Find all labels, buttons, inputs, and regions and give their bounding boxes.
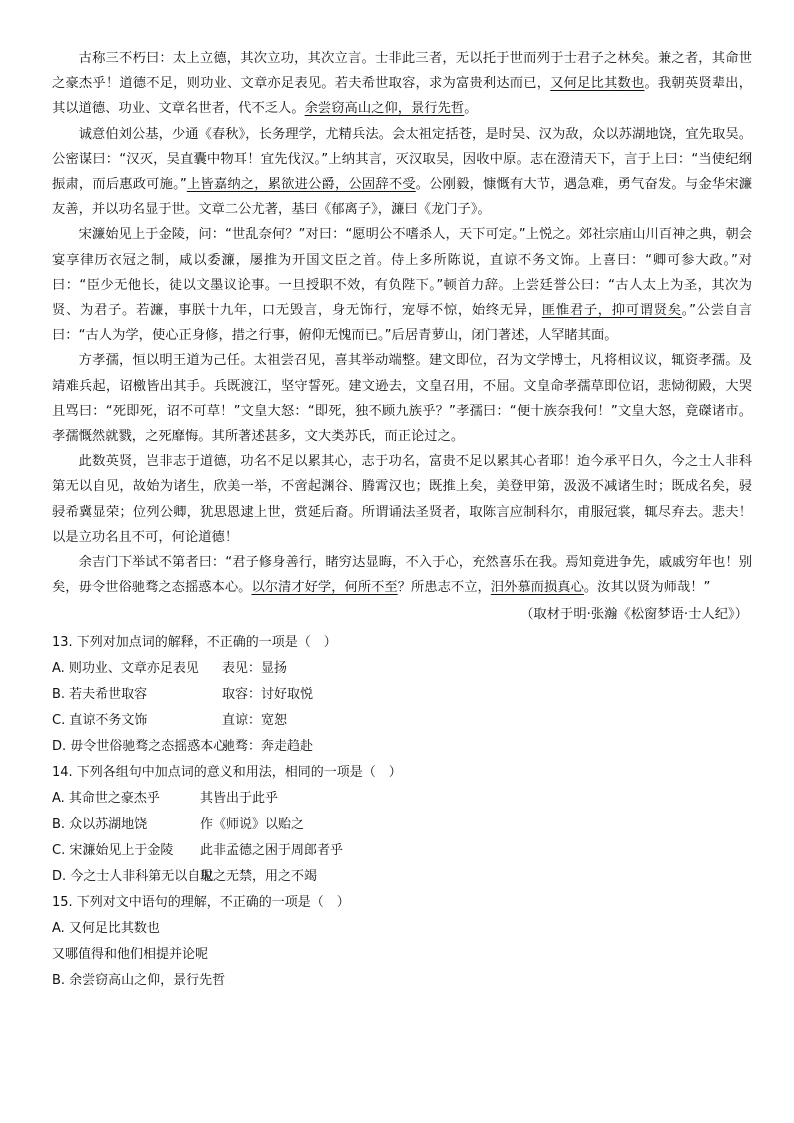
exam-page bbox=[52, 46, 752, 994]
passage-source: （取材于明·张瀚《松窗梦语·士人纪》） bbox=[520, 607, 748, 623]
answer-option bbox=[52, 786, 752, 812]
underlined-sentence: 上皆嘉纳之，累欲进公爵，公固辞不受 bbox=[186, 177, 416, 193]
passage-paragraph bbox=[52, 550, 752, 600]
answer-option-line: B. 余尝窃高山之仰，景行先哲 bbox=[52, 972, 226, 988]
option-gloss: 驰骛：奔走趋赴 bbox=[222, 738, 314, 754]
option-sentence: A. 则功业、文章亦足表见 bbox=[52, 660, 199, 676]
passage-text: 古称三不朽曰：太上立德，其次立功，其次立言。士非此三者，无以托于世而列于士君子之林矣。兼之者，其命世之豪杰乎！道德不足，则功业、文章亦足表见。若夫希世取容，求为富贵利达而已， bbox=[52, 51, 752, 92]
passage-text: 余吉门下举试不第者曰：“君子修身善行，睹穷达显晦，不入于心，充然喜乐在我。焉知竟进争先，戚戚穷年也！别矣，毋令世俗驰骛之态摇惑本心。 bbox=[52, 555, 752, 596]
option-sentence: D. 毋令世俗驰骛之态摇惑本心 bbox=[52, 738, 227, 754]
answer-option bbox=[52, 682, 752, 708]
underlined-sentence: 汨外慕而损真心 bbox=[490, 580, 584, 596]
option-gloss: 取之无禁，用之不竭 bbox=[200, 868, 318, 884]
passage-text: 方孝孺，恒以明王道为己任。太祖尝召见，喜其举动端整。建文即位，召为文学博士，凡将相议议，辄资孝孺。及靖难兵起，诏檄皆出其手。兵既渡江，坚守誓死。建文逊去，文皇召用，不屈。文皇命孝孺草即位诏，悲恸彻殿，大哭且骂曰：“死即死，诏不可草！”文皇大怒：“即死，独不顾九族乎？”孝孺曰：“便十族奈我何！”文皇大怒，竟磔诸市。孝孺慨然就戮，之死靡悔。其所著述甚多，文大类苏氏，而正论过之。 bbox=[52, 353, 752, 445]
answer-option bbox=[52, 656, 752, 682]
passage-text: 宋濂始见上于金陵，问：“世乱奈何？”对曰：“愿明公不嗜杀人，天下可定。”上悦之。郊社宗庙山川百神之典，朝会宴享律历衣冠之制，咸以委濂，屡推为开国文臣之首。侍上多所陈说，直谅不务文饰。上喜曰：“卿可参大政。”对曰：“臣少无他长，徒以文墨议论事。一旦授职不效，有负陛下。”顿首力辞。上尝廷誉公曰：“古人太上为圣，其次为贤、为君子。若濂，事朕十九年，口无毁言，身无饰行，宠辱不惊，始终无异， bbox=[52, 227, 752, 319]
option-gloss: 表见：显扬 bbox=[222, 660, 288, 676]
passage-paragraph bbox=[52, 449, 752, 550]
passage-paragraph bbox=[52, 222, 752, 348]
underlined-sentence: 以尔清才好学，何所不至 bbox=[251, 580, 398, 596]
passage-text: 。我朝英贤辈出，其以道德、功业、文章名世者，代不乏人。 bbox=[52, 76, 753, 117]
answer-option-line: 又哪值得和他们相提并论呢 bbox=[52, 946, 209, 962]
option-sentence: C. 直谅不务文饰 bbox=[52, 712, 148, 728]
passage-paragraph bbox=[52, 122, 752, 223]
underlined-sentence: 匪惟君子，抑可谓贤矣 bbox=[541, 303, 682, 319]
underlined-sentence: 余尝窃高山之仰，景行先哲 bbox=[304, 101, 465, 117]
answer-option bbox=[52, 838, 752, 864]
option-gloss: 作《师说》以贻之 bbox=[200, 816, 305, 832]
passage-text: 。公刚毅，慷慨有大节，遇急难，勇气奋发。与金华宋濂友善，并以功名显于世。文章二公尤著，基曰《郁离子》，濂曰《龙门子》。 bbox=[52, 177, 753, 218]
answer-option-line: A. 又何足比其数也 bbox=[52, 920, 160, 936]
answer-option bbox=[52, 864, 752, 890]
answer-option bbox=[52, 734, 752, 760]
passage-text: 诚意伯刘公基，少通《春秋》，长务理学，尤精兵法。会太祖定括苍，是时吴、汉为敌，众以苏湖地饶，宜先取吴。公密谋曰：“汉灭，吴直囊中物耳！宜先伐汉。”上纳其言，灭汉取吴，因收中原。志在澄清天下，言于上曰：“当使纪纲振肃，而后惠政可施。” bbox=[52, 126, 752, 193]
option-gloss: 直谅：宽恕 bbox=[222, 712, 288, 728]
option-gloss: 其皆出于此乎 bbox=[200, 790, 279, 806]
option-gloss: 此非孟德之困于周郎者乎 bbox=[200, 842, 344, 858]
passage-text: ？所患志不立， bbox=[397, 580, 491, 596]
option-sentence: D. 今之士人非科第无以自见 bbox=[52, 868, 214, 884]
option-sentence: B. 众以苏湖地饶 bbox=[52, 816, 148, 832]
passage-text: 。 bbox=[464, 101, 478, 117]
question-stem: 15. 下列对文中语句的理解，不正确的一项是（ ） bbox=[52, 894, 350, 910]
option-sentence: C. 宋濂始见上于金陵 bbox=[52, 842, 174, 858]
question-section bbox=[52, 630, 752, 994]
answer-option bbox=[52, 812, 752, 838]
option-sentence: A. 其命世之豪杰乎 bbox=[52, 790, 160, 806]
classical-passage bbox=[52, 46, 752, 600]
option-sentence: B. 若夫希世取容 bbox=[52, 686, 148, 702]
underlined-sentence: 又何足比其数也 bbox=[550, 76, 645, 92]
question-stem: 14. 下列各组句中加点词的意义和用法，相同的一项是（ ） bbox=[52, 764, 402, 780]
option-gloss: 取容：讨好取悦 bbox=[222, 686, 314, 702]
passage-text: 。汝其以贤为师哉！” bbox=[583, 580, 711, 596]
passage-paragraph bbox=[52, 348, 752, 449]
question-stem: 13. 下列对加点词的解释，不正确的一项是（ ） bbox=[52, 634, 337, 650]
passage-text: 。”公尝自言曰：“古人为学，使心正身修，措之行事，俯仰无愧而已。”后居青萝山，闭门著述，人罕睹其面。 bbox=[52, 303, 752, 344]
passage-text: 此数英贤，岂非志于道德，功名不足以累其心，志于功名，富贵不足以累其心者耶！迨今承平日久，今之士人非科第无以自见，故始为诸生，欣美一举，不啻起渊谷、腾霄汉也；既推上矣，美登甲第，汲汲不减诸生时；既成名矣，骎骎希冀显荣；位列公卿，犹思恩逮上世，赏延后裔。所谓诵法圣贤者，取陈言应制科尔，甫服冠裳，辄尽弃去。悲夫！以是立功名且不可，何论道德！ bbox=[52, 454, 752, 545]
answer-option bbox=[52, 708, 752, 734]
passage-paragraph bbox=[52, 46, 752, 122]
